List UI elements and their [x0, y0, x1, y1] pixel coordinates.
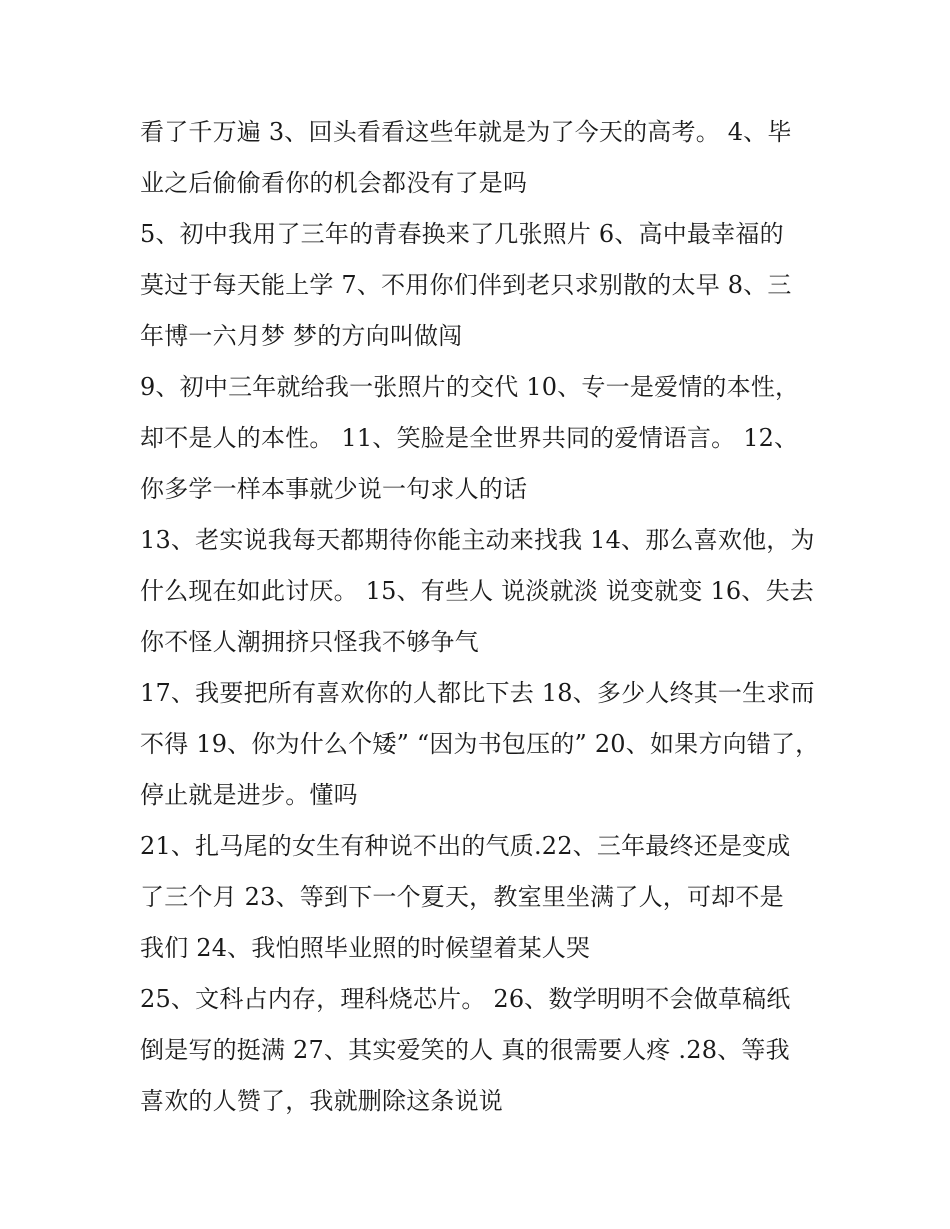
text-line: 什么现在如此讨厌。 15、有些人 说淡就淡 说变就变 16、失去 — [140, 577, 814, 605]
text-line: 5、初中我用了三年的青春换来了几张照片 6、高中最幸福的 — [140, 220, 784, 248]
text-line: 25、文科占内存，理科烧芯片。 26、数学明明不会做草稿纸 — [140, 985, 791, 1013]
text-line: 我们 24、我怕照毕业照的时候望着某人哭 — [140, 934, 591, 962]
text-line: 莫过于每天能上学 7、不用你们伴到老只求别散的太早 8、三 — [140, 271, 792, 299]
text-line: 你不怪人潮拥挤只怪我不够争气 — [140, 628, 479, 656]
document-body — [140, 107, 820, 1127]
text-line: 喜欢的人赞了，我就删除这条说说 — [140, 1087, 503, 1115]
text-line: 17、我要把所有喜欢你的人都比下去 18、多少人终其一生求而 — [140, 679, 815, 707]
text-line: 年博一六月梦 梦的方向叫做闯 — [140, 322, 463, 350]
text-line: 却不是人的本性。 11、笑脸是全世界共同的爱情语言。 12、 — [140, 424, 799, 452]
text-line: 13、老实说我每天都期待你能主动来找我 14、那么喜欢他，为 — [140, 526, 815, 554]
text-line: 看了千万遍 3、回头看看这些年就是为了今天的高考。 4、毕 — [140, 118, 792, 146]
text-line: 你多学一样本事就少说一句求人的话 — [140, 475, 528, 503]
text-line: 了三个月 23、等到下一个夏天，教室里坐满了人，可却不是 — [140, 883, 784, 911]
text-line: 倒是写的挺满 27、其实爱笑的人 真的很需要人疼 .28、等我 — [140, 1036, 790, 1064]
text-line: 21、扎马尾的女生有种说不出的气质.22、三年最终还是变成 — [140, 832, 791, 860]
text-line: 停止就是进步。懂吗 — [140, 781, 358, 809]
text-line: 业之后偷偷看你的机会都没有了是吗 — [140, 169, 528, 197]
text-line: 不得 19、你为什么个矮” “因为书包压的” 20、如果方向错了， — [140, 730, 820, 758]
text-line: 9、初中三年就给我一张照片的交代 10、专一是爱情的本性， — [140, 373, 800, 401]
